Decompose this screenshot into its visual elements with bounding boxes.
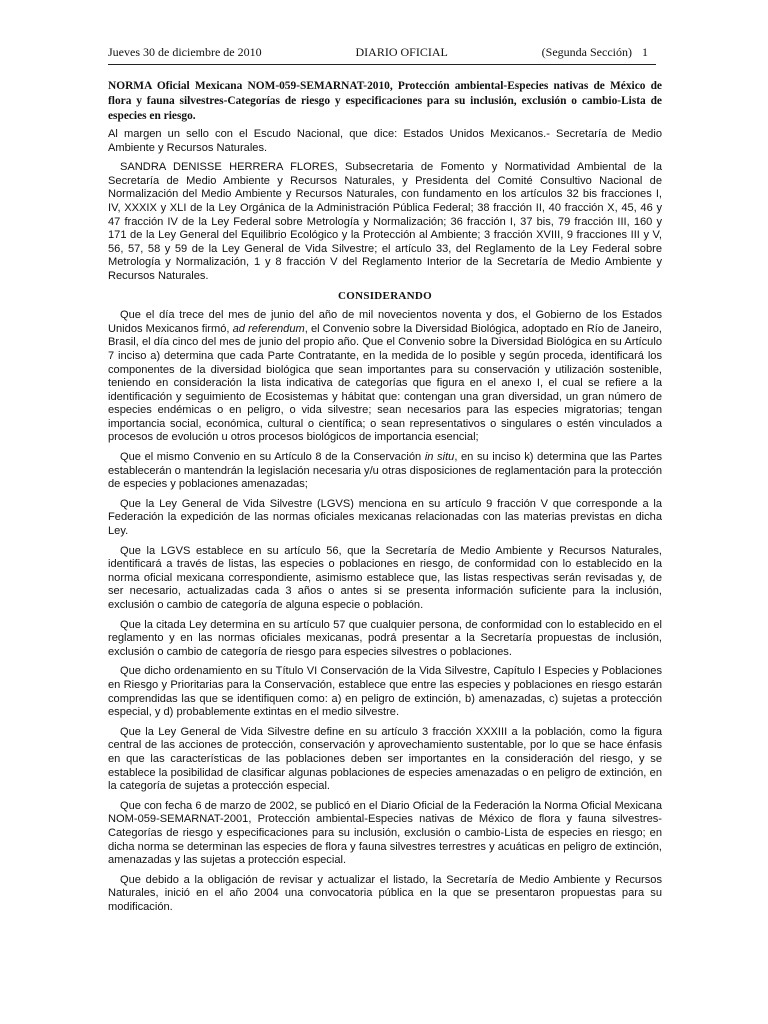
paragraph-considerando-4: Que la LGVS establece en su artículo 56, que la Secretaría de Medio Ambiente y Recursos Naturales, identificará a través de listas, las especies o poblaciones en riesgo, de conformidad con lo establecido en la norma oficial mexicana correspondiente, asimismo establece que, las listas respectivas serán revisadas y, de ser necesario, actualizadas cada 3 años o antes si se presenta información suficiente para la inclusión, exclusión o cambio de categoría de alguna especie o población. <box>108 544 662 611</box>
paragraph-considerando-8: Que con fecha 6 de marzo de 2002, se publicó en el Diario Oficial de la Federación la Norma Oficial Mexicana NOM-059-SEMARNAT-2001, Protección ambiental-Especies nativas de México de flora y fauna silvestres-Categorías de riesgo y especificaciones para su inclusión, exclusión o cambio-Lista de especies en riesgo; en dicha norma se determinan las especies de flora y fauna silvestres terrestres y acuáticas en peligro de extinción, amenazadas y las sujetas a protección especial. <box>108 799 662 867</box>
paragraph-text: , el Convenio sobre la Diversidad Biológica, adoptado en Río de Janeiro, Brasil, el día cinco del mes de junio del propio año. Que el Convenio sobre la Diversidad Biológica en su Artículo 7 inciso a) determina que cada Parte Contratante, en la medida de lo posible y según proceda, identificará los componentes de la diversidad biológica que sean importantes para su conservación y utilización sostenible, teniendo en consideración la lista indicativa de categorías que figura en el anexo I, el cual se refiere a la identificación y seguimiento de Ecosistemas y hábitat que: contengan una gran diversidad, un gran número de especies endémicas o en peligro, o vida silvestre; sean necesarios para las especies migratorias; tengan importancia social, económica, cultural o científica; o sean representativos o singulares o estén vinculados a procesos de evolución u otros procesos biológicos de importancia esencial; <box>108 322 662 444</box>
paragraph-text: Que el mismo Convenio en su Artículo 8 de la Conservación <box>120 451 425 464</box>
header-date: Jueves 30 de diciembre de 2010 <box>108 45 262 59</box>
paragraph-considerando-9: Que debido a la obligación de revisar y actualizar el listado, la Secretaría de Medio Ambiente y Recursos Naturales, inició en el año 2004 una convocatoria pública en la que se presentaron propuestas para su modificación. <box>108 873 662 913</box>
paragraph-seal: Al margen un sello con el Escudo Nacional, que dice: Estados Unidos Mexicanos.- Secretaría de Medio Ambiente y Recursos Naturales. <box>108 128 662 154</box>
header-page-number: 1 <box>641 45 648 59</box>
paragraph-considerando-3: Que la Ley General de Vida Silvestre (LGVS) menciona en su artículo 9 fracción V que corresponde a la Federación la expedición de las normas oficiales mexicanas relacionadas con las materias previstas en dicha Ley. <box>108 497 662 538</box>
section-heading: CONSIDERANDO <box>337 289 433 302</box>
italic-term: in situ <box>424 451 455 464</box>
document-body <box>108 128 662 920</box>
paragraph-signatory: SANDRA DENISSE HERRERA FLORES, Subsecretaria de Fomento y Normatividad Ambiental de la Secretaría de Medio Ambiente y Recursos Naturales, y Presidenta del Comité Consultivo Nacional de Normalización del Medio Ambiente y Recursos Naturales, con fundamento en los artículos 32 bis fracciones I, IV, XXXIX y XLI de la Ley Orgánica de la Administración Pública Federal; 38 fracción II, 40 fracción X, 45, 46 y 47 fracción IV de la Ley Federal sobre Metrología y Normalización; 36 fracción I, 37 bis, 79 fracción III, 160 y 171 de la Ley General del Equilibrio Ecológico y la Protección al Ambiente; 3 fracción XVIII, 9 fracciones III y V, 56, 57, 58 y 59 de la Ley General de Vida Silvestre; el artículo 33, del Reglamento de la Ley Federal sobre Metrología y Normalización, 1 y 8 fracción V del Reglamento Interior de la Secretaría de Medio Ambiente y Recursos Naturales. <box>108 161 662 282</box>
paragraph-considerando-1 <box>108 309 662 445</box>
paragraph-text: , en su inciso k) determina que las Partes establecerán o mantendrán la legislación necesaria y/u otras disposiciones de reglamentación para la protección de especies y poblaciones amenazadas; <box>108 451 662 491</box>
header-publication: DIARIO OFICIAL <box>355 45 448 59</box>
paragraph-considerando-6: Que dicho ordenamiento en su Título VI Conservación de la Vida Silvestre, Capítulo I Especies y Poblaciones en Riesgo y Prioritarias para la Conservación, establece que entre las especies y poblaciones en riesgo estarán comprendidas las que se identifiquen como: a) en peligro de extinción, b) amenazadas, c) sujetas a protección especial, y d) probablemente extintas en el medio silvestre. <box>108 665 662 719</box>
paragraph-considerando-5: Que la citada Ley determina en su artículo 57 que cualquier persona, de conformidad con lo establecido en el reglamento y en las normas oficiales mexicanas, podrá presentar a la Secretaría propuestas de inclusión, exclusión o cambio de categoría de riesgo para especies silvestres o poblaciones. <box>108 618 662 658</box>
document-title: NORMA Oficial Mexicana NOM-059-SEMARNAT-2010, Protección ambiental-Especies nativas de México de flora y fauna silvestres-Categorías de riesgo y especificaciones para su inclusión, exclusión o cambio-Lista de especies en riesgo. <box>108 80 662 122</box>
paragraph-text: Que el día trece del mes de junio del año de mil novecientos noventa y dos, el Gobierno de los Estados Unidos Mexicanos firmó, <box>108 309 662 335</box>
paragraph-considerando-7: Que la Ley General de Vida Silvestre define en su artículo 3 fracción XXXIII a la población, como la figura central de las acciones de protección, conservación y aprovechamiento sustentable, por lo que se hace énfasis en que las características de las poblaciones deben ser importantes en la consideración del riesgo, y se establece la posibilidad de clasificar algunas poblaciones de especies amenazadas o en peligro de extinción, en la categoría de sujetas a protección especial. <box>108 725 662 793</box>
page-header <box>108 45 648 60</box>
header-rule <box>108 64 656 65</box>
header-section: (Segunda Sección) <box>541 45 632 59</box>
paragraph-considerando-2 <box>108 451 662 492</box>
header-section-page <box>542 45 648 60</box>
italic-term: ad referendum <box>232 322 305 335</box>
